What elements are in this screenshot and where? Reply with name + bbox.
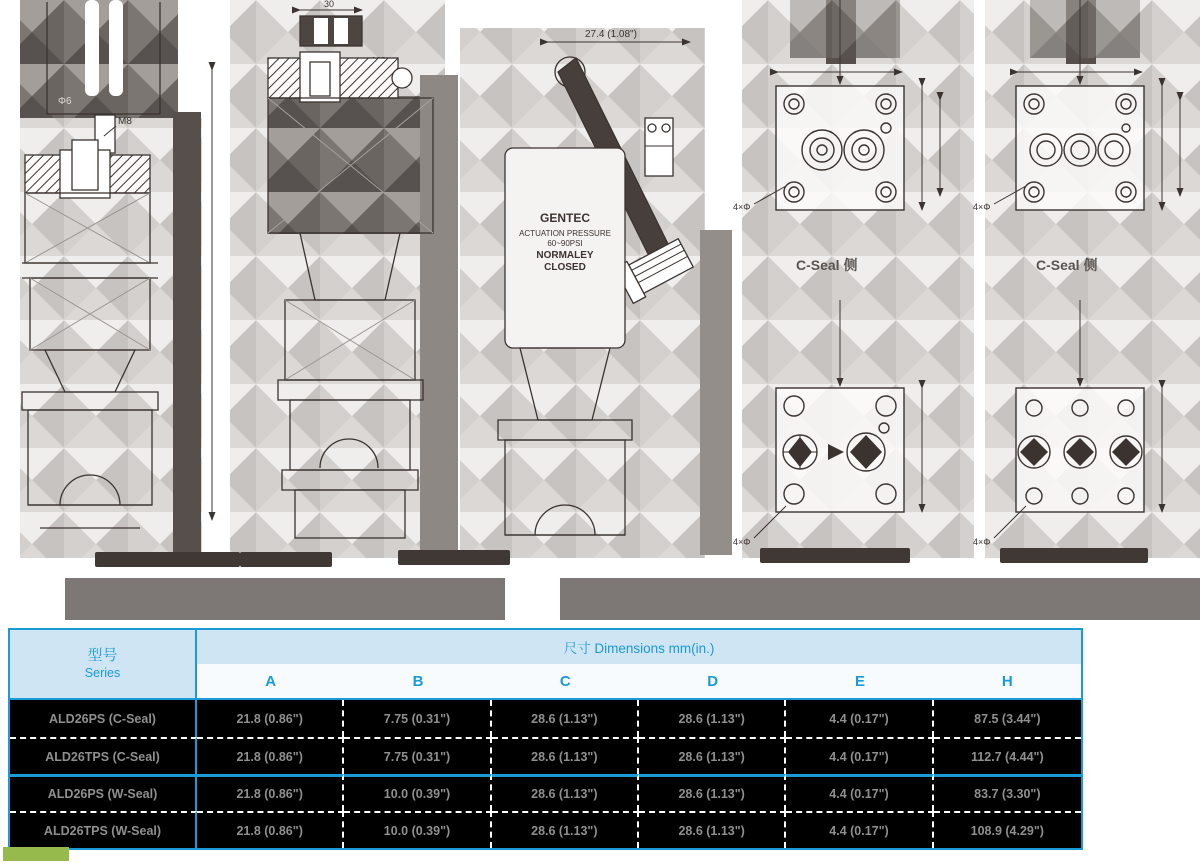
table-row-series: ALD26PS (W-Seal) xyxy=(10,774,197,811)
table-cell: 28.6 (1.13") xyxy=(639,700,786,737)
table-cell: 4.4 (0.17") xyxy=(786,700,933,737)
holes-label: 4×Φ xyxy=(973,202,991,212)
table-cell: 10.0 (0.39") xyxy=(344,811,491,848)
table-cell: 28.6 (1.13") xyxy=(639,774,786,811)
table-cell: 10.0 (0.39") xyxy=(344,774,491,811)
svg-text:ACTUATION PRESSURE: ACTUATION PRESSURE xyxy=(519,229,611,238)
table-cell: 7.75 (0.31") xyxy=(344,700,491,737)
table-cell: 21.8 (0.86") xyxy=(197,700,344,737)
table-cell: 4.4 (0.17") xyxy=(786,811,933,848)
table-cell: 28.6 (1.13") xyxy=(639,737,786,774)
table-cell: 83.7 (3.30") xyxy=(934,774,1081,811)
table-cell: 21.8 (0.86") xyxy=(197,774,344,811)
column-header-d: D xyxy=(639,664,786,700)
column-header-a: A xyxy=(197,664,344,700)
width-dim-label: 30 xyxy=(324,0,335,9)
thread-label: M8 xyxy=(118,116,132,127)
port-dia-label: Φ6 xyxy=(58,96,72,107)
table-cell: 21.8 (0.86") xyxy=(197,737,344,774)
series-header-cn: 型号 xyxy=(87,646,118,664)
series-header xyxy=(10,630,197,700)
seal-side-caption: C-Seal 侧 xyxy=(1036,257,1098,273)
table-row-series: ALD26PS (C-Seal) xyxy=(10,700,197,737)
table-cell: 112.7 (4.44") xyxy=(934,737,1081,774)
column-header-b: B xyxy=(344,664,491,700)
column-header-h: H xyxy=(934,664,1081,700)
holes-label: 4×Φ xyxy=(733,537,751,547)
page-footer-badge xyxy=(3,847,69,861)
table-cell: 28.6 (1.13") xyxy=(639,811,786,848)
table-cell: 108.9 (4.29") xyxy=(934,811,1081,848)
table-cell: 28.6 (1.13") xyxy=(492,811,639,848)
width-dim-label: 27.4 (1.08") xyxy=(585,29,637,40)
table-cell: 21.8 (0.86") xyxy=(197,811,344,848)
table-cell: 4.4 (0.17") xyxy=(786,774,933,811)
dimensions-header: 尺寸 Dimensions mm(in.) xyxy=(197,630,1081,664)
holes-label: 4×Φ xyxy=(973,537,991,547)
table-cell: 28.6 (1.13") xyxy=(492,774,639,811)
svg-text:CLOSED: CLOSED xyxy=(544,262,586,273)
table-cell: 4.4 (0.17") xyxy=(786,737,933,774)
table-row-series: ALD26TPS (C-Seal) xyxy=(10,737,197,774)
table-cell: 7.75 (0.31") xyxy=(344,737,491,774)
svg-text:60~90PSI: 60~90PSI xyxy=(547,239,583,248)
series-header-en: Series xyxy=(84,665,121,680)
dimensions-table xyxy=(8,628,1083,850)
table-cell: 28.6 (1.13") xyxy=(492,737,639,774)
column-header-e: E xyxy=(786,664,933,700)
column-header-c: C xyxy=(492,664,639,700)
svg-text:GENTEC: GENTEC xyxy=(539,211,591,225)
table-cell: 28.6 (1.13") xyxy=(492,700,639,737)
table-row-series: ALD26TPS (W-Seal) xyxy=(10,811,197,848)
table-cell: 87.5 (3.44") xyxy=(934,700,1081,737)
seal-side-caption: C-Seal 侧 xyxy=(796,257,858,273)
holes-label: 4×Φ xyxy=(733,202,751,212)
svg-text:NORMALEY: NORMALEY xyxy=(536,250,594,261)
